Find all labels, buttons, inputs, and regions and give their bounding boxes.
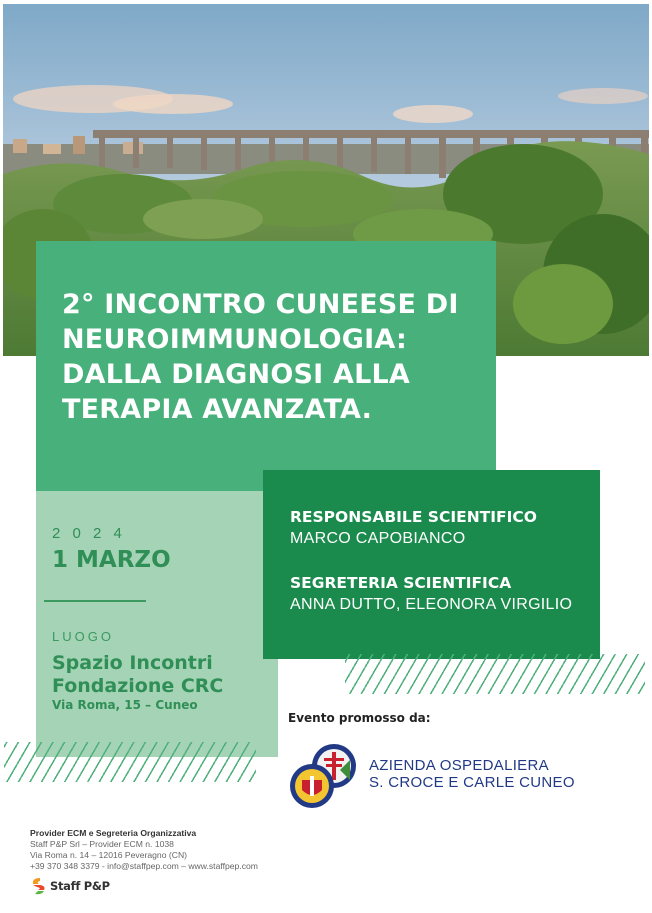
organizers-panel [263, 470, 600, 659]
event-year: 2 0 2 4 [52, 525, 126, 542]
provider-title: Provider ECM e Segreteria Organizzativa [30, 828, 197, 838]
role-scientific-secretariat: SEGRETERIA SCIENTIFICA [290, 574, 512, 592]
role-scientific-lead: RESPONSABILE SCIENTIFICO [290, 508, 537, 526]
venue-name [52, 652, 223, 698]
staff-pp-logo-icon [30, 876, 48, 896]
divider [44, 600, 146, 602]
provider-line-2: Via Roma n. 14 – 12016 Peveragno (CN) [30, 850, 188, 860]
title-panel [36, 241, 496, 491]
provider-info [30, 828, 258, 872]
hospital-name [369, 757, 575, 791]
promoter-label: Evento promosso da: [288, 711, 431, 725]
venue-line-1: Spazio Incontri [52, 652, 213, 674]
venue-line-2: Fondazione CRC [52, 675, 224, 697]
provider-contact: +39 370 348 3379 - info@staffpep.com – www.staffpep.com [30, 861, 258, 871]
names-scientific-lead: MARCO CAPOBIANCO [290, 530, 466, 547]
hatch-decoration-left [4, 742, 256, 782]
date-location-panel [36, 491, 278, 757]
venue-address: Via Roma, 15 – Cuneo [52, 698, 198, 712]
hospital-name-line-1: AZIENDA OSPEDALIERA [369, 757, 549, 774]
staff-pp-logo [30, 876, 112, 898]
event-date: 1 MARZO [52, 547, 171, 573]
event-title: 2° INCONTRO CUNEESE DI NEUROIMMUNOLOGIA: DALLA DIAGNOSI ALLA TERAPIA AVANZATA. [62, 289, 459, 425]
hospital-name-line-2: S. CROCE E CARLE CUNEO [369, 774, 575, 791]
names-scientific-secretariat: ANNA DUTTO, ELEONORA VIRGILIO [290, 596, 573, 613]
provider-line-1: Staff P&P Srl – Provider ECM n. 1038 [30, 839, 174, 849]
hospital-crest-icon [288, 740, 368, 812]
staff-pp-logo-text: Staff P&P [50, 879, 110, 893]
hatch-decoration-right [345, 654, 645, 694]
location-label: LUOGO [52, 629, 114, 644]
